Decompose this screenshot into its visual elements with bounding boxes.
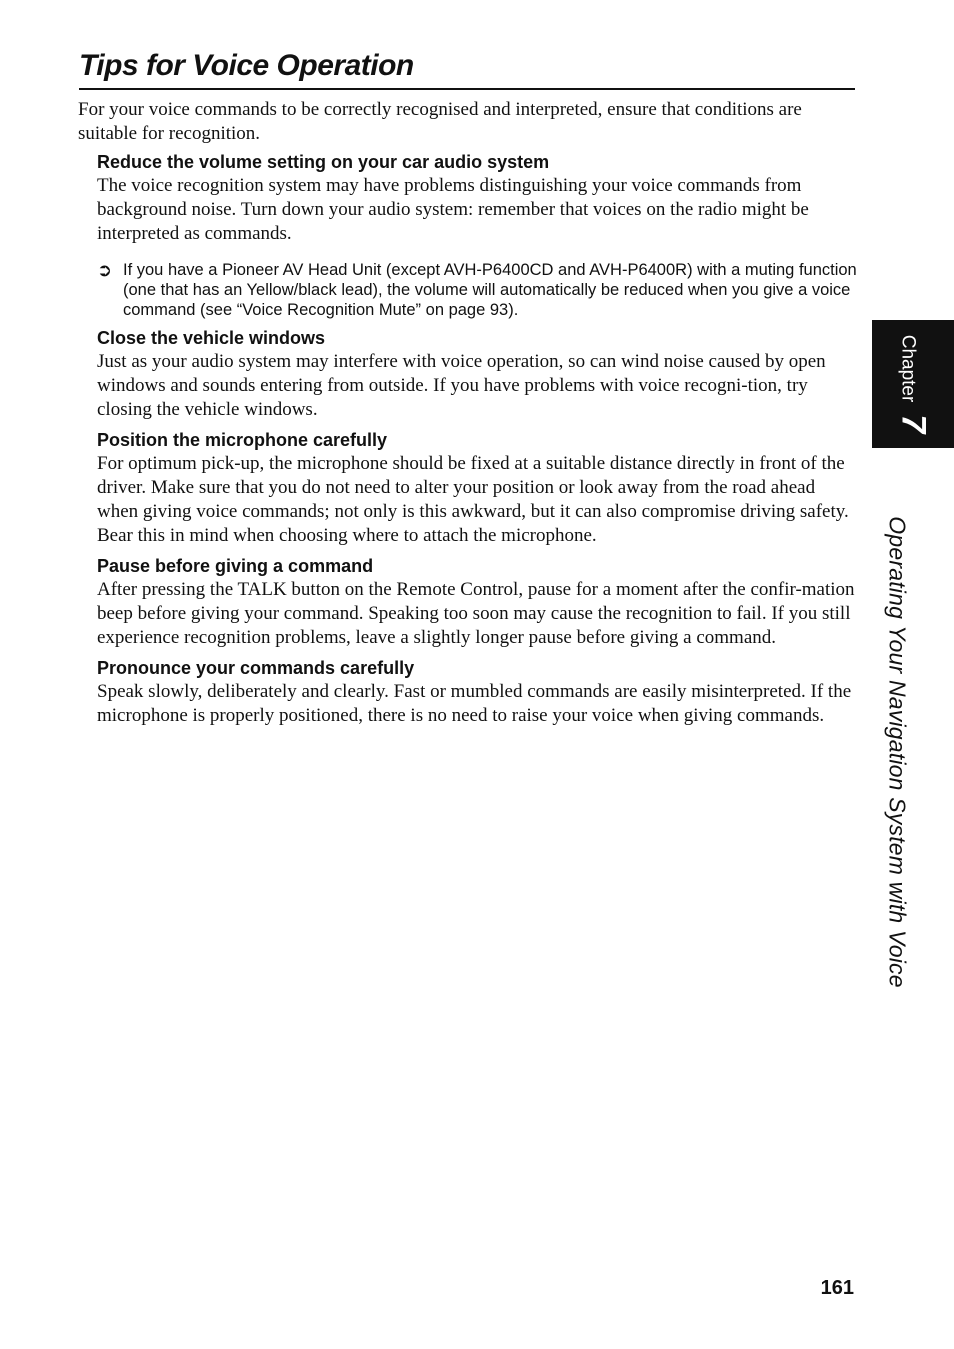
page-number: 161 xyxy=(820,1277,854,1299)
intro-paragraph: For your voice commands to be correctly recognised and interpreted, ensure that conditions are suitable for recognition. xyxy=(78,99,802,144)
section-position-microphone xyxy=(97,428,857,548)
section-reduce-volume xyxy=(97,150,857,320)
section-body: For optimum pick-up, the microphone should be fixed at a suitable distance directly in front of the driver. Make sure that you do not need to alter your position or look away from the road ahead when giving voice commands; not only is this awkward, but it can also compromise driving safety. Bear this in mind when choosing where to attach the microphone. xyxy=(97,453,849,546)
section-pronounce-carefully xyxy=(97,656,857,728)
chapter-number: 7 xyxy=(894,414,933,434)
section-heading: Pause before giving a command xyxy=(97,556,374,576)
arrow-bullet-icon: ➲ xyxy=(97,260,113,280)
section-body: The voice recognition system may have problems distinguishing your voice commands from background noise. Turn down your audio system: remember that voices on the radio might be interpreted as commands. xyxy=(97,175,809,244)
section-close-windows xyxy=(97,326,857,422)
chapter-word: Chapter xyxy=(897,334,919,403)
tips-sections xyxy=(97,150,857,734)
section-heading: Pronounce your commands carefully xyxy=(97,658,415,678)
note-text: If you have a Pioneer AV Head Unit (except AVH-P6400CD and AVH-P6400R) with a muting function (one that has an Yellow/black lead), the volume will automatically be reduced when you give a voice command (see “Voice Recognition Mute” on page 93). xyxy=(123,261,857,319)
note xyxy=(97,260,857,320)
page-title: Tips for Voice Operation xyxy=(79,44,855,90)
section-heading: Reduce the volume setting on your car audio system xyxy=(97,152,550,172)
section-body: After pressing the TALK button on the Remote Control, pause for a moment after the confir-mation beep before giving your command. Speaking too soon may cause the recognition to fail. If you still experience recognition problems, leave a slightly longer pause before giving a command. xyxy=(97,579,855,648)
section-body: Speak slowly, deliberately and clearly. Fast or mumbled commands are easily misinterpreted. If the microphone is properly positioned, there is no need to raise your voice when giving commands. xyxy=(97,681,852,726)
section-body: Just as your audio system may interfere with voice operation, so can wind noise caused by open windows and sounds entering from outside. If you have problems with voice recogni-tion, try closing the vehicle windows. xyxy=(97,351,826,420)
section-heading: Position the microphone carefully xyxy=(97,430,388,450)
section-heading: Close the vehicle windows xyxy=(97,328,326,348)
chapter-title: Operating Your Navigation System with Voice xyxy=(884,516,911,988)
section-pause-before-command xyxy=(97,554,857,650)
chapter-label xyxy=(894,335,933,434)
